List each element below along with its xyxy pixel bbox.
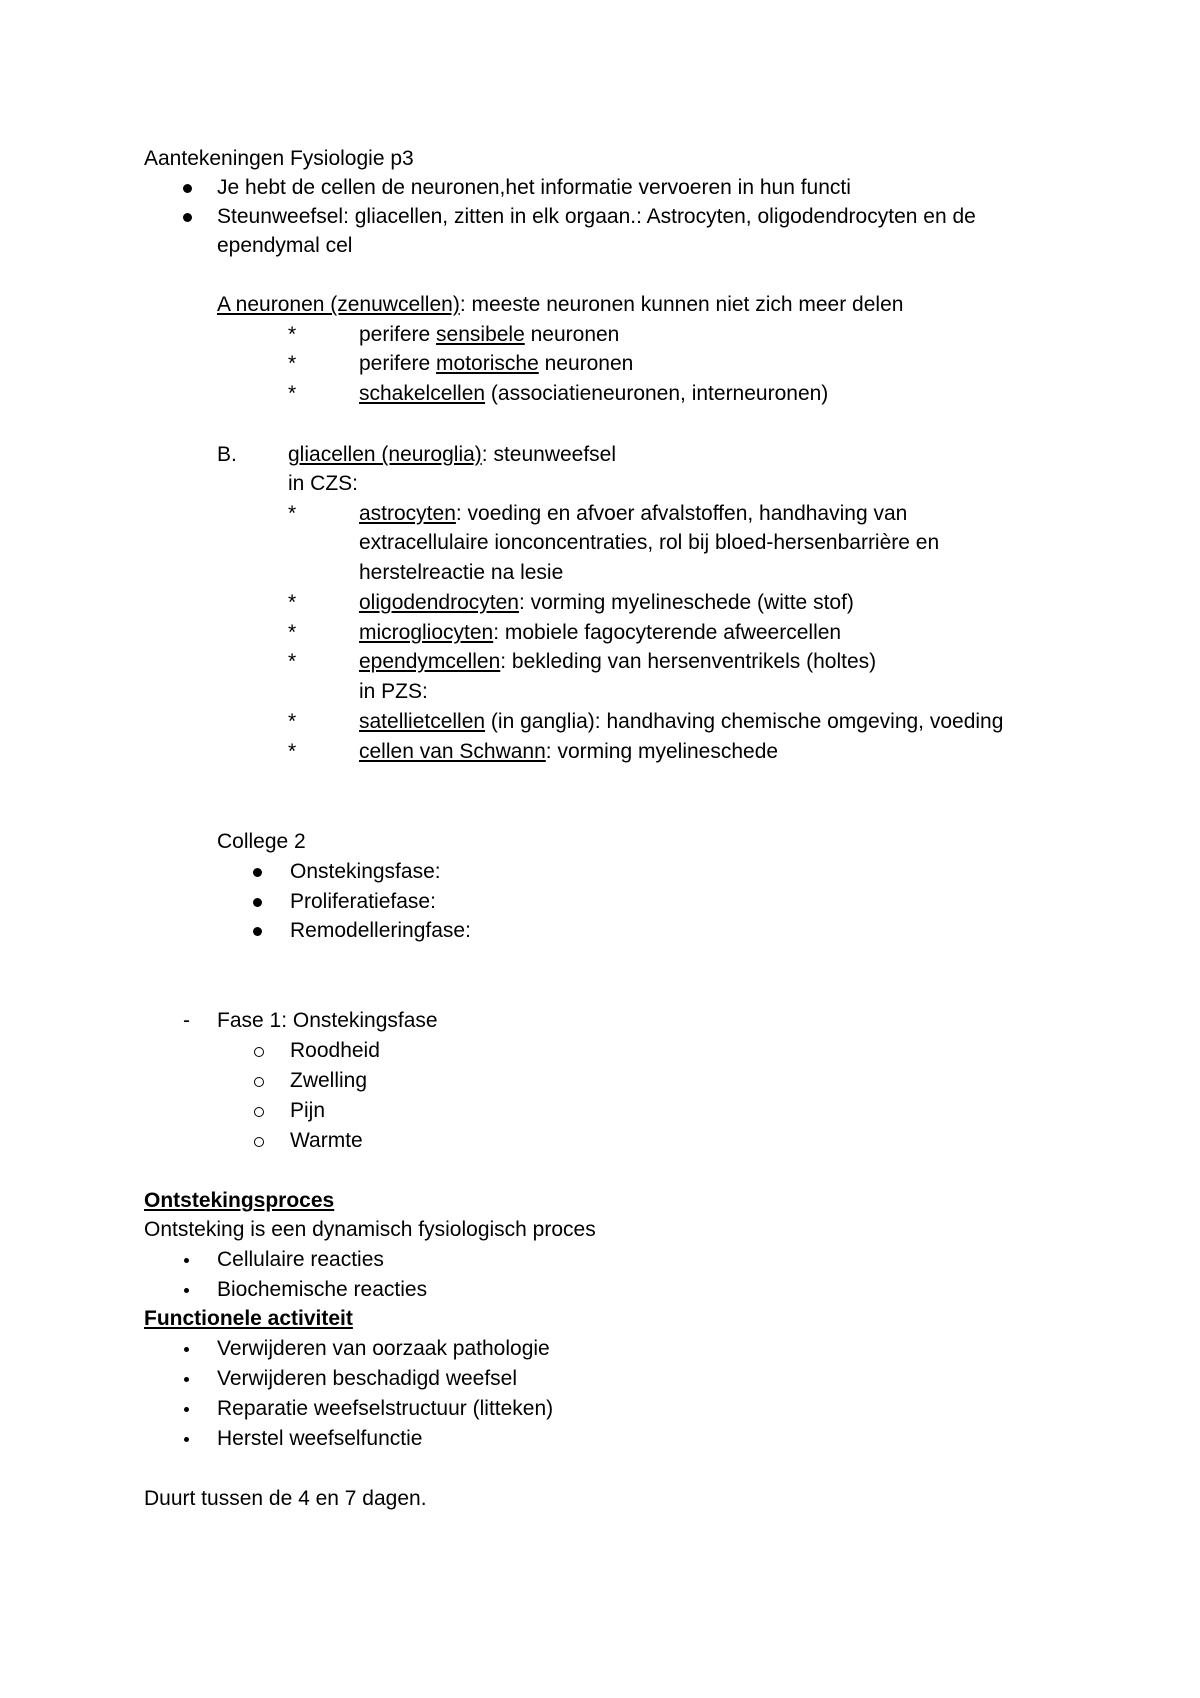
fase1-item-4: Warmte: [290, 1129, 363, 1152]
fase1-item-1: Roodheid: [290, 1039, 380, 1062]
bullet-dot: [184, 1437, 189, 1442]
functionele-heading: Functionele activiteit: [144, 1307, 353, 1330]
astrocyten-line-1: [359, 501, 907, 527]
bullet-dot: [253, 898, 262, 907]
star-marker: *: [288, 323, 297, 346]
section-b-item-2: [359, 620, 841, 646]
item-underlined: sensibele: [436, 323, 525, 346]
bullet-dot: [184, 1258, 189, 1263]
functionele-item-4: Herstel weefselfunctie: [217, 1427, 423, 1450]
intro-bullet-1: Je hebt de cellen de neuronen,het informatie vervoeren in hun functi: [217, 176, 851, 199]
bullet-dot: [253, 927, 262, 936]
section-b-label: B.: [217, 443, 237, 466]
intro-bullet-2-cont: ependymal cel: [217, 234, 353, 257]
item-text: : vorming myelineschede (witte stof): [518, 591, 854, 614]
item-text: : vorming myelineschede: [545, 740, 779, 763]
section-a-heading: [217, 292, 903, 318]
ontstekingsproces-heading: Ontstekingsproces: [144, 1189, 335, 1212]
astrocyten-line-3: herstelreactie na lesie: [359, 561, 564, 584]
item-text: neuronen: [524, 323, 620, 346]
section-a-heading-underlined: A neuronen (zenuwcellen): [217, 293, 460, 316]
star-marker: *: [288, 650, 297, 673]
star-marker: *: [288, 740, 297, 763]
item-underlined: astrocyten: [359, 502, 456, 525]
section-b-item-3: [359, 649, 876, 675]
bullet-dot: [183, 213, 192, 222]
item-text: : bekleding van hersenventrikels (holtes): [500, 650, 877, 673]
item-text: (in ganglia): handhaving chemische omgeving, voeding: [485, 710, 1004, 733]
bullet-dot: [184, 1347, 189, 1352]
star-marker: *: [288, 710, 297, 733]
bullet-dot: [184, 1377, 189, 1382]
item-text: (associatieneuronen, interneuronen): [485, 382, 829, 405]
item-text: : mobiele fagocyterende afweercellen: [493, 621, 842, 644]
star-marker: *: [288, 591, 297, 614]
college-item-3: Remodelleringfase:: [290, 919, 471, 942]
star-marker: *: [288, 352, 297, 375]
section-b-heading-rest: : steunweefsel: [481, 443, 617, 466]
dash-marker: -: [183, 1009, 190, 1032]
college-title: College 2: [217, 830, 306, 853]
document-title: Aantekeningen Fysiologie p3: [144, 147, 414, 170]
item-underlined: motorische: [436, 352, 539, 375]
functionele-item-3: Reparatie weefselstructuur (litteken): [217, 1397, 554, 1420]
section-a-item-2: [359, 351, 633, 377]
item-text: perifere: [359, 323, 437, 346]
item-underlined: microgliocyten: [359, 621, 494, 644]
circle-bullet-icon: [254, 1077, 264, 1087]
item-text: : voeding en afvoer afvalstoffen, handhaving van: [455, 502, 908, 525]
ontstekingsproces-item-2: Biochemische reacties: [217, 1278, 428, 1301]
intro-bullet-2: Steunweefsel: gliacellen, zitten in elk orgaan.: Astrocyten, oligodendrocyten en de: [217, 205, 976, 228]
footer-text: Duurt tussen de 4 en 7 dagen.: [144, 1487, 427, 1510]
czs-label: in CZS:: [288, 472, 359, 495]
item-underlined: cellen van Schwann: [359, 740, 546, 763]
item-underlined: ependymcellen: [359, 650, 501, 673]
circle-bullet-icon: [254, 1137, 264, 1147]
fase1-item-2: Zwelling: [290, 1069, 368, 1092]
bullet-dot: [184, 1407, 189, 1412]
bullet-dot: [253, 868, 262, 877]
fase1-title: Fase 1: Onstekingsfase: [217, 1009, 438, 1032]
star-marker: *: [288, 621, 297, 644]
section-b-item-1: [359, 590, 854, 616]
item-text: perifere: [359, 352, 437, 375]
section-a-item-3: [359, 381, 828, 407]
item-text: neuronen: [538, 352, 634, 375]
functionele-item-2: Verwijderen beschadigd weefsel: [217, 1367, 518, 1390]
star-marker: *: [288, 502, 297, 525]
circle-bullet-icon: [254, 1107, 264, 1117]
bullet-dot: [184, 1288, 189, 1293]
circle-bullet-icon: [254, 1047, 264, 1057]
pzs-item-2: [359, 739, 778, 765]
fase1-item-3: Pijn: [290, 1099, 326, 1122]
astrocyten-line-2: extracellulaire ionconcentraties, rol bij bloed-hersenbarrière en: [359, 531, 940, 554]
section-b-heading: [288, 442, 616, 468]
pzs-item-1: [359, 709, 1003, 735]
section-a-item-1: [359, 322, 619, 348]
section-a-heading-rest: : meeste neuronen kunnen niet zich meer delen: [459, 293, 904, 316]
college-item-1: Onstekingsfase:: [290, 860, 441, 883]
item-underlined: oligodendrocyten: [359, 591, 519, 614]
ontstekingsproces-text: Ontsteking is een dynamisch fysiologisch proces: [144, 1218, 596, 1241]
ontstekingsproces-item-1: Cellulaire reacties: [217, 1248, 384, 1271]
item-underlined: satellietcellen: [359, 710, 486, 733]
college-item-2: Proliferatiefase:: [290, 890, 436, 913]
bullet-dot: [183, 184, 192, 193]
functionele-item-1: Verwijderen van oorzaak pathologie: [217, 1337, 550, 1360]
section-b-heading-underlined: gliacellen (neuroglia): [288, 443, 482, 466]
pzs-label: in PZS:: [359, 680, 428, 703]
item-underlined: schakelcellen: [359, 382, 486, 405]
star-marker: *: [288, 382, 297, 405]
